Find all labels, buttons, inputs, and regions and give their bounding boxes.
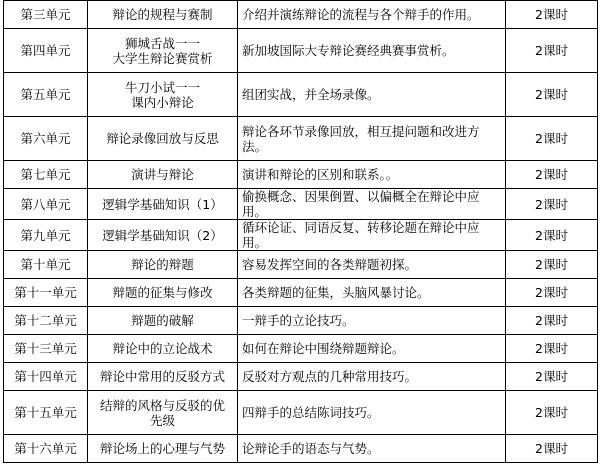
table-row — [4, 391, 598, 435]
topic-cell — [88, 1, 238, 29]
topic-cell — [88, 29, 238, 73]
table-row — [4, 1, 598, 29]
description-cell — [238, 220, 506, 251]
topic-cell — [88, 189, 238, 220]
hours-cell: 2课时 — [506, 73, 598, 117]
description-cell — [238, 1, 506, 29]
description-line: 新加坡国际大专辩论赛经典赛事赏析。 — [242, 43, 455, 58]
description-line: 一辩手的立论技巧。 — [242, 313, 355, 328]
topic-cell — [88, 391, 238, 435]
topic-line: 狮城舌战一一 — [124, 35, 200, 51]
unit-cell: 第十二单元 — [4, 307, 88, 335]
table-row — [4, 279, 598, 307]
unit-cell: 第十六单元 — [4, 435, 88, 463]
description-line: 法。 — [242, 138, 268, 154]
description-cell — [238, 189, 506, 220]
hours-cell: 2课时 — [506, 1, 598, 29]
description-cell — [238, 391, 506, 435]
table-row — [4, 161, 598, 189]
description-line: 循环论证、同语反复、转移论题在辩论中应用。 — [242, 220, 480, 250]
table-row — [4, 307, 598, 335]
description-line: 组团实战，并全场录像。 — [242, 87, 380, 102]
topic-cell — [88, 435, 238, 463]
table-row — [4, 117, 598, 161]
hours-cell: 2课时 — [506, 435, 598, 463]
topic-line: 辩论录像回放与反思 — [106, 131, 219, 146]
unit-cell: 第六单元 — [4, 117, 88, 161]
description-cell — [238, 279, 506, 307]
table-row — [4, 435, 598, 463]
hours-cell: 2课时 — [506, 279, 598, 307]
description-cell — [238, 307, 506, 335]
topic-cell — [88, 279, 238, 307]
description-cell — [238, 29, 506, 73]
description-cell — [238, 363, 506, 391]
hours-cell: 2课时 — [506, 29, 598, 73]
schedule-body — [4, 1, 598, 463]
description-cell — [238, 161, 506, 189]
unit-cell: 第十三单元 — [4, 335, 88, 363]
table-row — [4, 73, 598, 117]
hours-cell: 2课时 — [506, 391, 598, 435]
topic-line: 逻辑学基础知识（1） — [102, 196, 223, 212]
topic-line: 辩论的辩题 — [131, 257, 194, 272]
topic-cell — [88, 73, 238, 117]
table-row — [4, 251, 598, 279]
table-row — [4, 363, 598, 391]
description-line: 演讲和辩论的区别和联系。。 — [242, 167, 399, 182]
topic-line: 辩题的征集与修改 — [112, 285, 213, 300]
table-row — [4, 220, 598, 251]
topic-line: 牛刀小试一一 — [124, 79, 200, 95]
hours-cell: 2课时 — [506, 161, 598, 189]
topic-line: 演讲与辩论 — [131, 167, 194, 182]
topic-line: 辩题的破解 — [131, 313, 194, 328]
description-cell — [238, 73, 506, 117]
description-line: 容易发挥空间的各类辩题初探。 — [242, 257, 418, 272]
topic-cell — [88, 161, 238, 189]
topic-cell — [88, 251, 238, 279]
topic-line: 结辩的风格与反驳的优 — [99, 397, 225, 413]
description-line: 论辩论手的语态与气势。 — [242, 441, 380, 456]
unit-cell: 第十四单元 — [4, 363, 88, 391]
unit-cell: 第四单元 — [4, 29, 88, 73]
description-cell — [238, 435, 506, 463]
description-cell — [238, 117, 506, 161]
description-line: 四辩手的总结陈词技巧。 — [242, 405, 380, 420]
topic-line: 辩论的规程与赛制 — [112, 7, 213, 22]
description-cell — [238, 251, 506, 279]
description-line: 反驳对方观点的几种常用技巧。 — [242, 369, 418, 384]
unit-cell: 第九单元 — [4, 220, 88, 251]
unit-cell: 第八单元 — [4, 189, 88, 220]
topic-cell — [88, 117, 238, 161]
description-cell — [238, 335, 506, 363]
topic-line: 先级 — [149, 412, 175, 428]
unit-cell: 第七单元 — [4, 161, 88, 189]
table-row — [4, 335, 598, 363]
topic-cell — [88, 220, 238, 251]
topic-line: 逻辑学基础知识（2） — [102, 227, 223, 243]
table-row — [4, 189, 598, 220]
hours-cell: 2课时 — [506, 251, 598, 279]
unit-cell: 第十单元 — [4, 251, 88, 279]
topic-cell — [88, 363, 238, 391]
unit-cell: 第十五单元 — [4, 391, 88, 435]
topic-line: 课内小辩论 — [131, 94, 194, 110]
topic-line: 辩论中的立论战术 — [112, 341, 213, 356]
topic-line: 辩论中常用的反驳方式 — [99, 369, 225, 384]
description-line: 各类辩题的征集，头脑风暴讨论。 — [242, 285, 430, 300]
hours-cell: 2课时 — [506, 335, 598, 363]
topic-line: 辩论场上的心理与气势 — [99, 441, 225, 456]
hours-cell: 2课时 — [506, 189, 598, 220]
hours-cell: 2课时 — [506, 307, 598, 335]
table-row — [4, 29, 598, 73]
description-line: 如何在辩论中围绕辩题辩论。 — [242, 341, 405, 356]
description-line: 偷换概念、因果倒置、以偏概全在辩论中应用。 — [242, 189, 480, 219]
unit-cell: 第三单元 — [4, 1, 88, 29]
hours-cell: 2课时 — [506, 220, 598, 251]
topic-cell — [88, 307, 238, 335]
description-line: 辩论各环节录像回放，相互提问题和改进方 — [242, 123, 480, 139]
course-schedule-table — [3, 0, 598, 463]
hours-cell: 2课时 — [506, 117, 598, 161]
hours-cell: 2课时 — [506, 363, 598, 391]
unit-cell: 第十一单元 — [4, 279, 88, 307]
topic-cell — [88, 335, 238, 363]
topic-line: 大学生辩论赛赏析 — [112, 50, 213, 66]
unit-cell: 第五单元 — [4, 73, 88, 117]
description-line: 介绍并演练辩论的流程与各个辩手的作用。 — [242, 7, 480, 22]
